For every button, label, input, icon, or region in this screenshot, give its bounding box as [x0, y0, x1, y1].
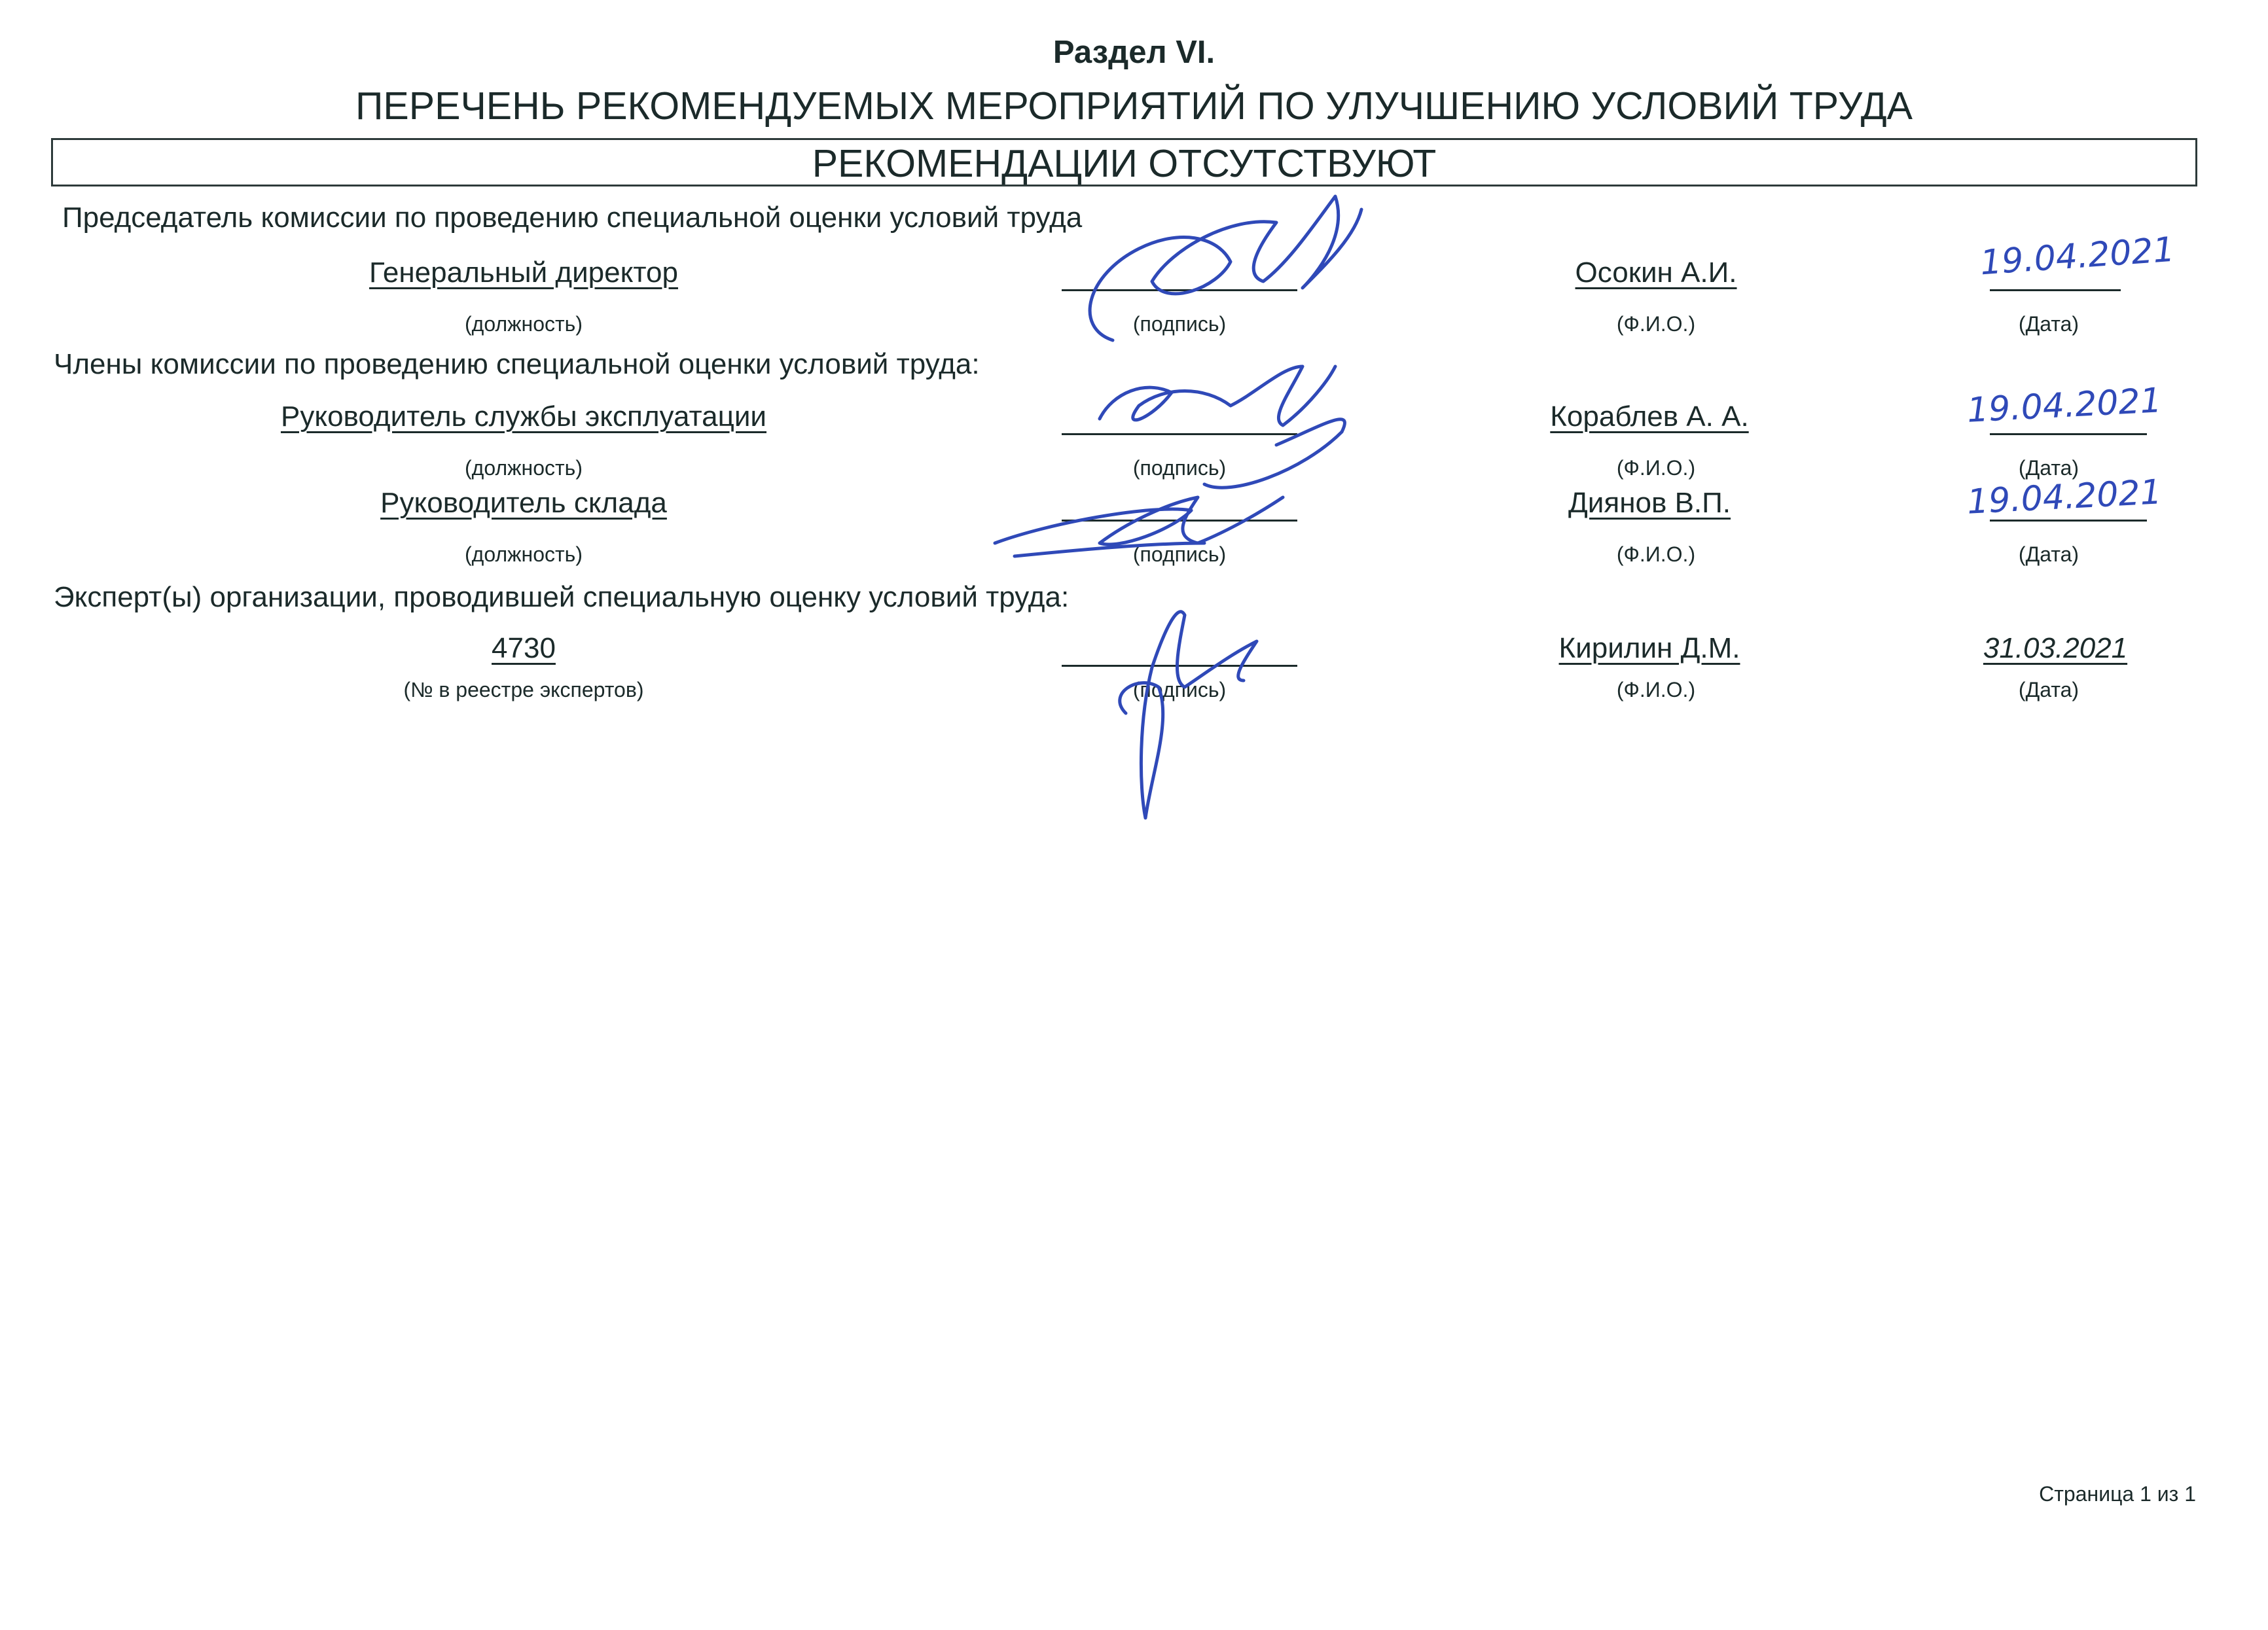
- member-date: 19.04.2021: [1966, 381, 2163, 431]
- caption-registry: (№ в реестре экспертов): [403, 678, 644, 701]
- caption-signature: (подпись): [1132, 312, 1227, 336]
- expert-registry-number: 4730: [492, 632, 556, 664]
- caption-signature: (подпись): [1132, 542, 1227, 566]
- section-heading: Раздел VI.: [1053, 35, 1215, 70]
- recommendations-text: РЕКОМЕНДАЦИИ ОТСУТСТВУЮТ: [812, 142, 1437, 185]
- expert-heading: Эксперт(ы) организации, проводившей специальную оценку условий труда:: [54, 581, 1070, 613]
- caption-position: (должность): [465, 312, 583, 336]
- member-date: 19.04.2021: [1966, 472, 2163, 522]
- caption-fio: (Ф.И.О.): [1616, 456, 1696, 480]
- page-number: Страница 1 из 1: [2039, 1482, 2196, 1506]
- member2-signature: [995, 497, 1283, 556]
- caption-date: (Дата): [2018, 542, 2079, 566]
- chair-position: Генеральный директор: [369, 257, 678, 289]
- members-heading: Члены комиссии по проведению специальной оценки условий труда:: [54, 348, 980, 380]
- member-position: Руководитель службы эксплуатации: [280, 400, 767, 433]
- caption-date: (Дата): [2018, 456, 2079, 480]
- expert-date: 31.03.2021: [1983, 632, 2128, 664]
- caption-fio: (Ф.И.О.): [1616, 312, 1696, 336]
- caption-fio: (Ф.И.О.): [1616, 542, 1696, 566]
- member-name: Диянов В.П.: [1568, 487, 1731, 519]
- chair-name: Осокин А.И.: [1575, 257, 1737, 289]
- document-title: ПЕРЕЧЕНЬ РЕКОМЕНДУЕМЫХ МЕРОПРИЯТИЙ ПО УЛУЧШЕНИЮ УСЛОВИЙ ТРУДА: [355, 84, 1913, 128]
- caption-signature: (подпись): [1132, 678, 1227, 701]
- expert-name: Кирилин Д.М.: [1558, 632, 1740, 664]
- caption-date: (Дата): [2018, 312, 2079, 336]
- caption-date: (Дата): [2018, 678, 2079, 701]
- caption-fio: (Ф.И.О.): [1616, 678, 1696, 701]
- chair-signature: [1090, 196, 1361, 340]
- chair-date: 19.04.2021: [1979, 230, 2176, 283]
- caption-position: (должность): [465, 542, 583, 566]
- caption-signature: (подпись): [1132, 456, 1227, 480]
- member-signature: [1100, 366, 1344, 487]
- member-position: Руководитель склада: [380, 487, 667, 519]
- expert-signature: [1120, 612, 1257, 818]
- member-name: Кораблев А. А.: [1550, 400, 1749, 433]
- caption-position: (должность): [465, 456, 583, 480]
- chair-heading: Председатель комиссии по проведению специальной оценки условий труда: [62, 202, 1083, 234]
